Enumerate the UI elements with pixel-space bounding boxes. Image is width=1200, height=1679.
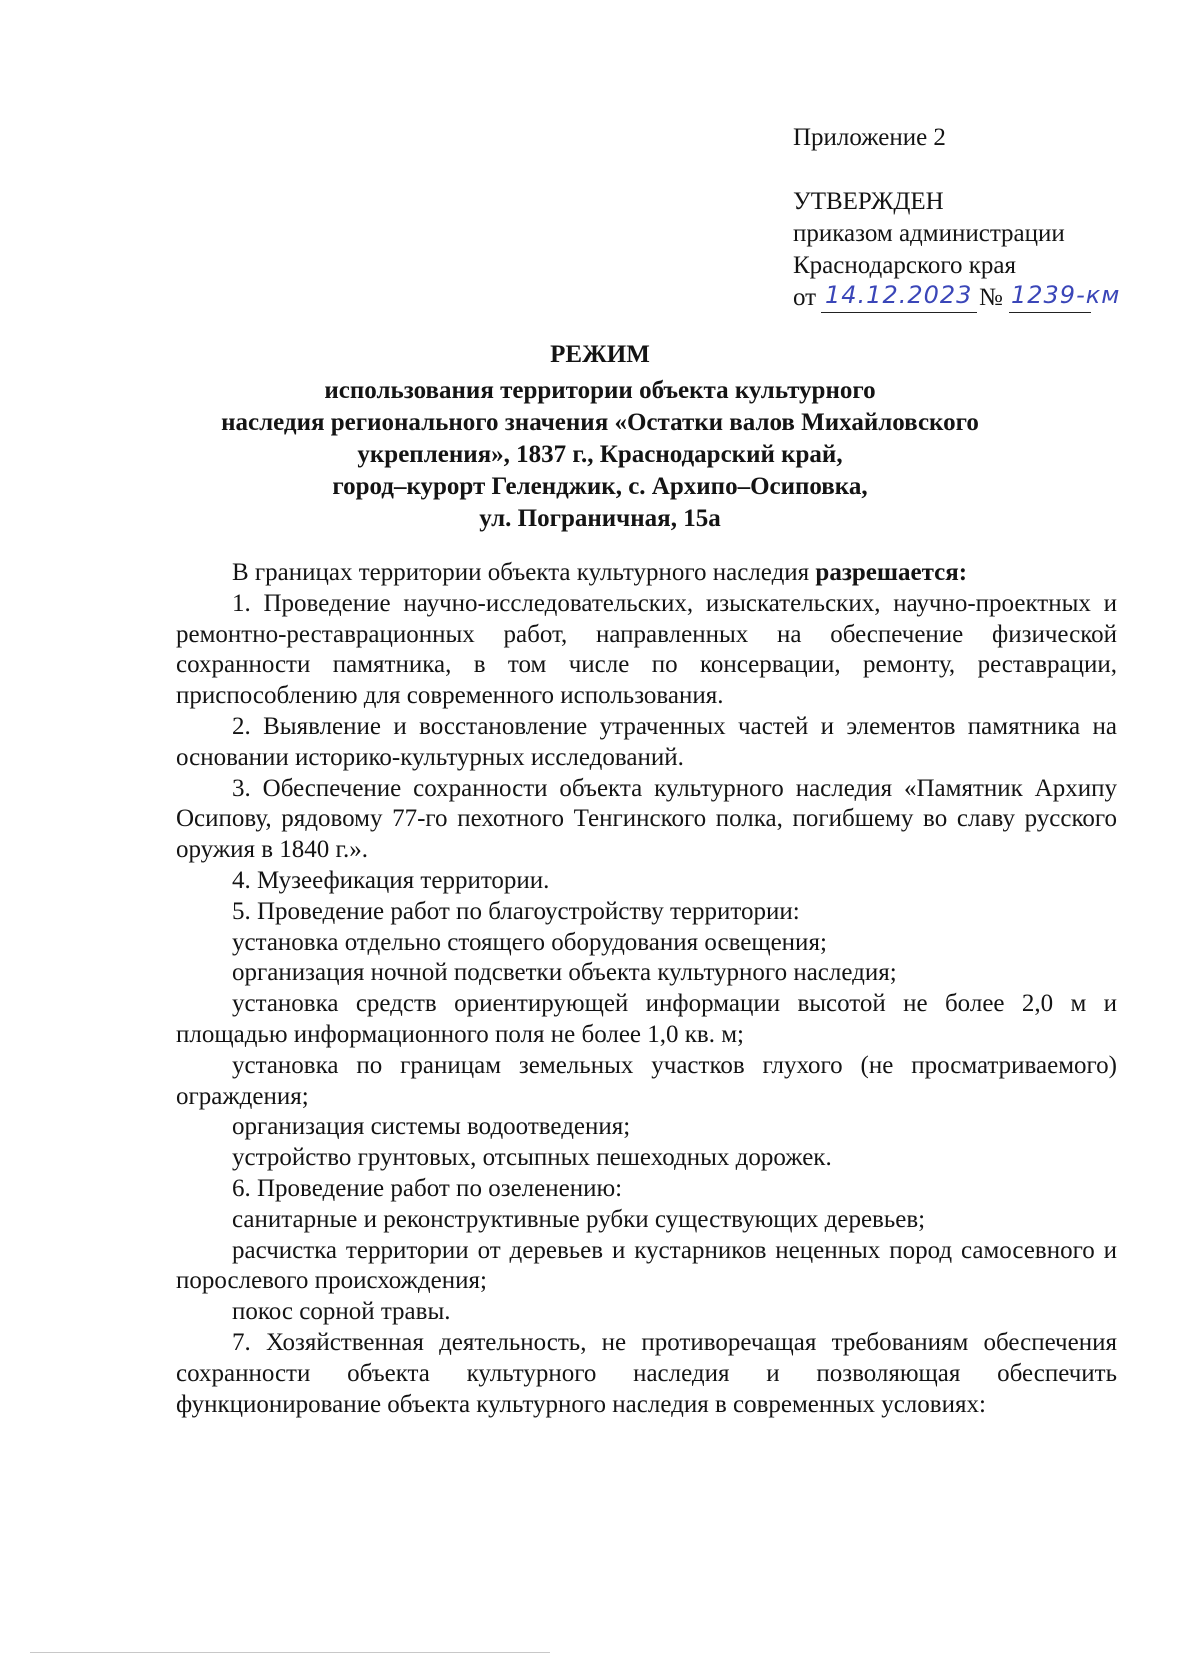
handwritten-number: 1239-км xyxy=(1011,281,1121,309)
list-item: организация ночной подсветки объекта культурного наследия; xyxy=(232,959,897,987)
approved-by-line-2: Краснодарского края xyxy=(793,252,1016,279)
list-item: расчистка территории от деревьев и кустарников неценных пород самосевного и порослевого происхождения; xyxy=(176,1236,1117,1295)
title-line-3: укрепления», 1837 г., Краснодарский край, xyxy=(357,441,843,468)
list-item: устройство грунтовых, отсыпных пешеходных дорожек. xyxy=(232,1144,832,1172)
intro-bold: разрешается: xyxy=(815,559,968,586)
approved-by-line-1: приказом администрации xyxy=(793,220,1065,247)
paragraph-item-5: 5. Проведение работ по благоустройству территории: xyxy=(232,897,800,925)
list-item: установка средств ориентирующей информации высотой не более 2,0 м и площадью информационного поля не более 1,0 кв. м; xyxy=(176,990,1117,1048)
title-line-5: ул. Пограничная, 15а xyxy=(479,505,721,532)
paragraph-item-6: 6. Проведение работ по озеленению: xyxy=(232,1174,623,1202)
approval-block xyxy=(793,185,1121,316)
list-item: организация системы водоотведения; xyxy=(232,1113,631,1141)
paragraph-item-1: 1. Проведение научно-исследовательских, изыскательских, научно-проектных и ремонтно-реставрационных работ, направленных на обеспечение физической сохранности памятника, в том числе по консервации, ремонту, реставрации, приспособлению для современного использования. xyxy=(176,589,1117,710)
document-title xyxy=(0,339,1200,535)
title-line-1: использования территории объекта культурного xyxy=(324,377,876,404)
list-item: установка по границам земельных участков глухого (не просматриваемого) ограждения; xyxy=(176,1051,1117,1110)
list-item: санитарные и реконструктивные рубки существующих деревьев; xyxy=(232,1205,926,1233)
title-line-2: наследия регионального значения «Остатки валов Михайловского xyxy=(221,409,979,436)
paragraph-item-4: 4. Музеефикация территории. xyxy=(232,866,550,894)
paragraph-item-2: 2. Выявление и восстановление утраченных частей и элементов памятника на основании историко-культурных исследований. xyxy=(176,712,1117,771)
intro-text: В границах территории объекта культурного наследия xyxy=(232,559,816,586)
handwritten-date: 14.12.2023 xyxy=(825,281,973,309)
date-prefix: от xyxy=(793,284,817,311)
list-item: установка отдельно стоящего оборудования освещения; xyxy=(232,928,827,956)
title-line-4: город–курорт Геленджик, с. Архипо–Осиповка, xyxy=(332,473,868,500)
date-underline xyxy=(821,312,977,313)
intro-paragraph xyxy=(176,558,1117,589)
paragraph-item-3: 3. Обеспечение сохранности объекта культурного наследия «Памятник Архипу Осипову, рядовому 77-го пехотного Тенгинского полка, погибшему во славу русского оружия в 1840 г.». xyxy=(176,774,1117,864)
order-date-number-line xyxy=(793,281,1121,316)
scan-edge-line xyxy=(30,1652,550,1653)
list-item: покос сорной травы. xyxy=(232,1298,451,1326)
appendix-label: Приложение 2 xyxy=(793,124,946,151)
approved-title: УТВЕРЖДЕН xyxy=(793,188,944,215)
title-main: РЕЖИМ xyxy=(550,341,650,368)
document-body xyxy=(176,558,1117,1420)
number-underline xyxy=(1009,312,1091,313)
number-prefix: № xyxy=(979,284,1003,311)
paragraph-item-7: 7. Хозяйственная деятельность, не противоречащая требованиям обеспечения сохранности объекта культурного наследия и позволяющая обеспечить функционирование объекта культурного наследия в современных условиях: xyxy=(176,1328,1117,1418)
